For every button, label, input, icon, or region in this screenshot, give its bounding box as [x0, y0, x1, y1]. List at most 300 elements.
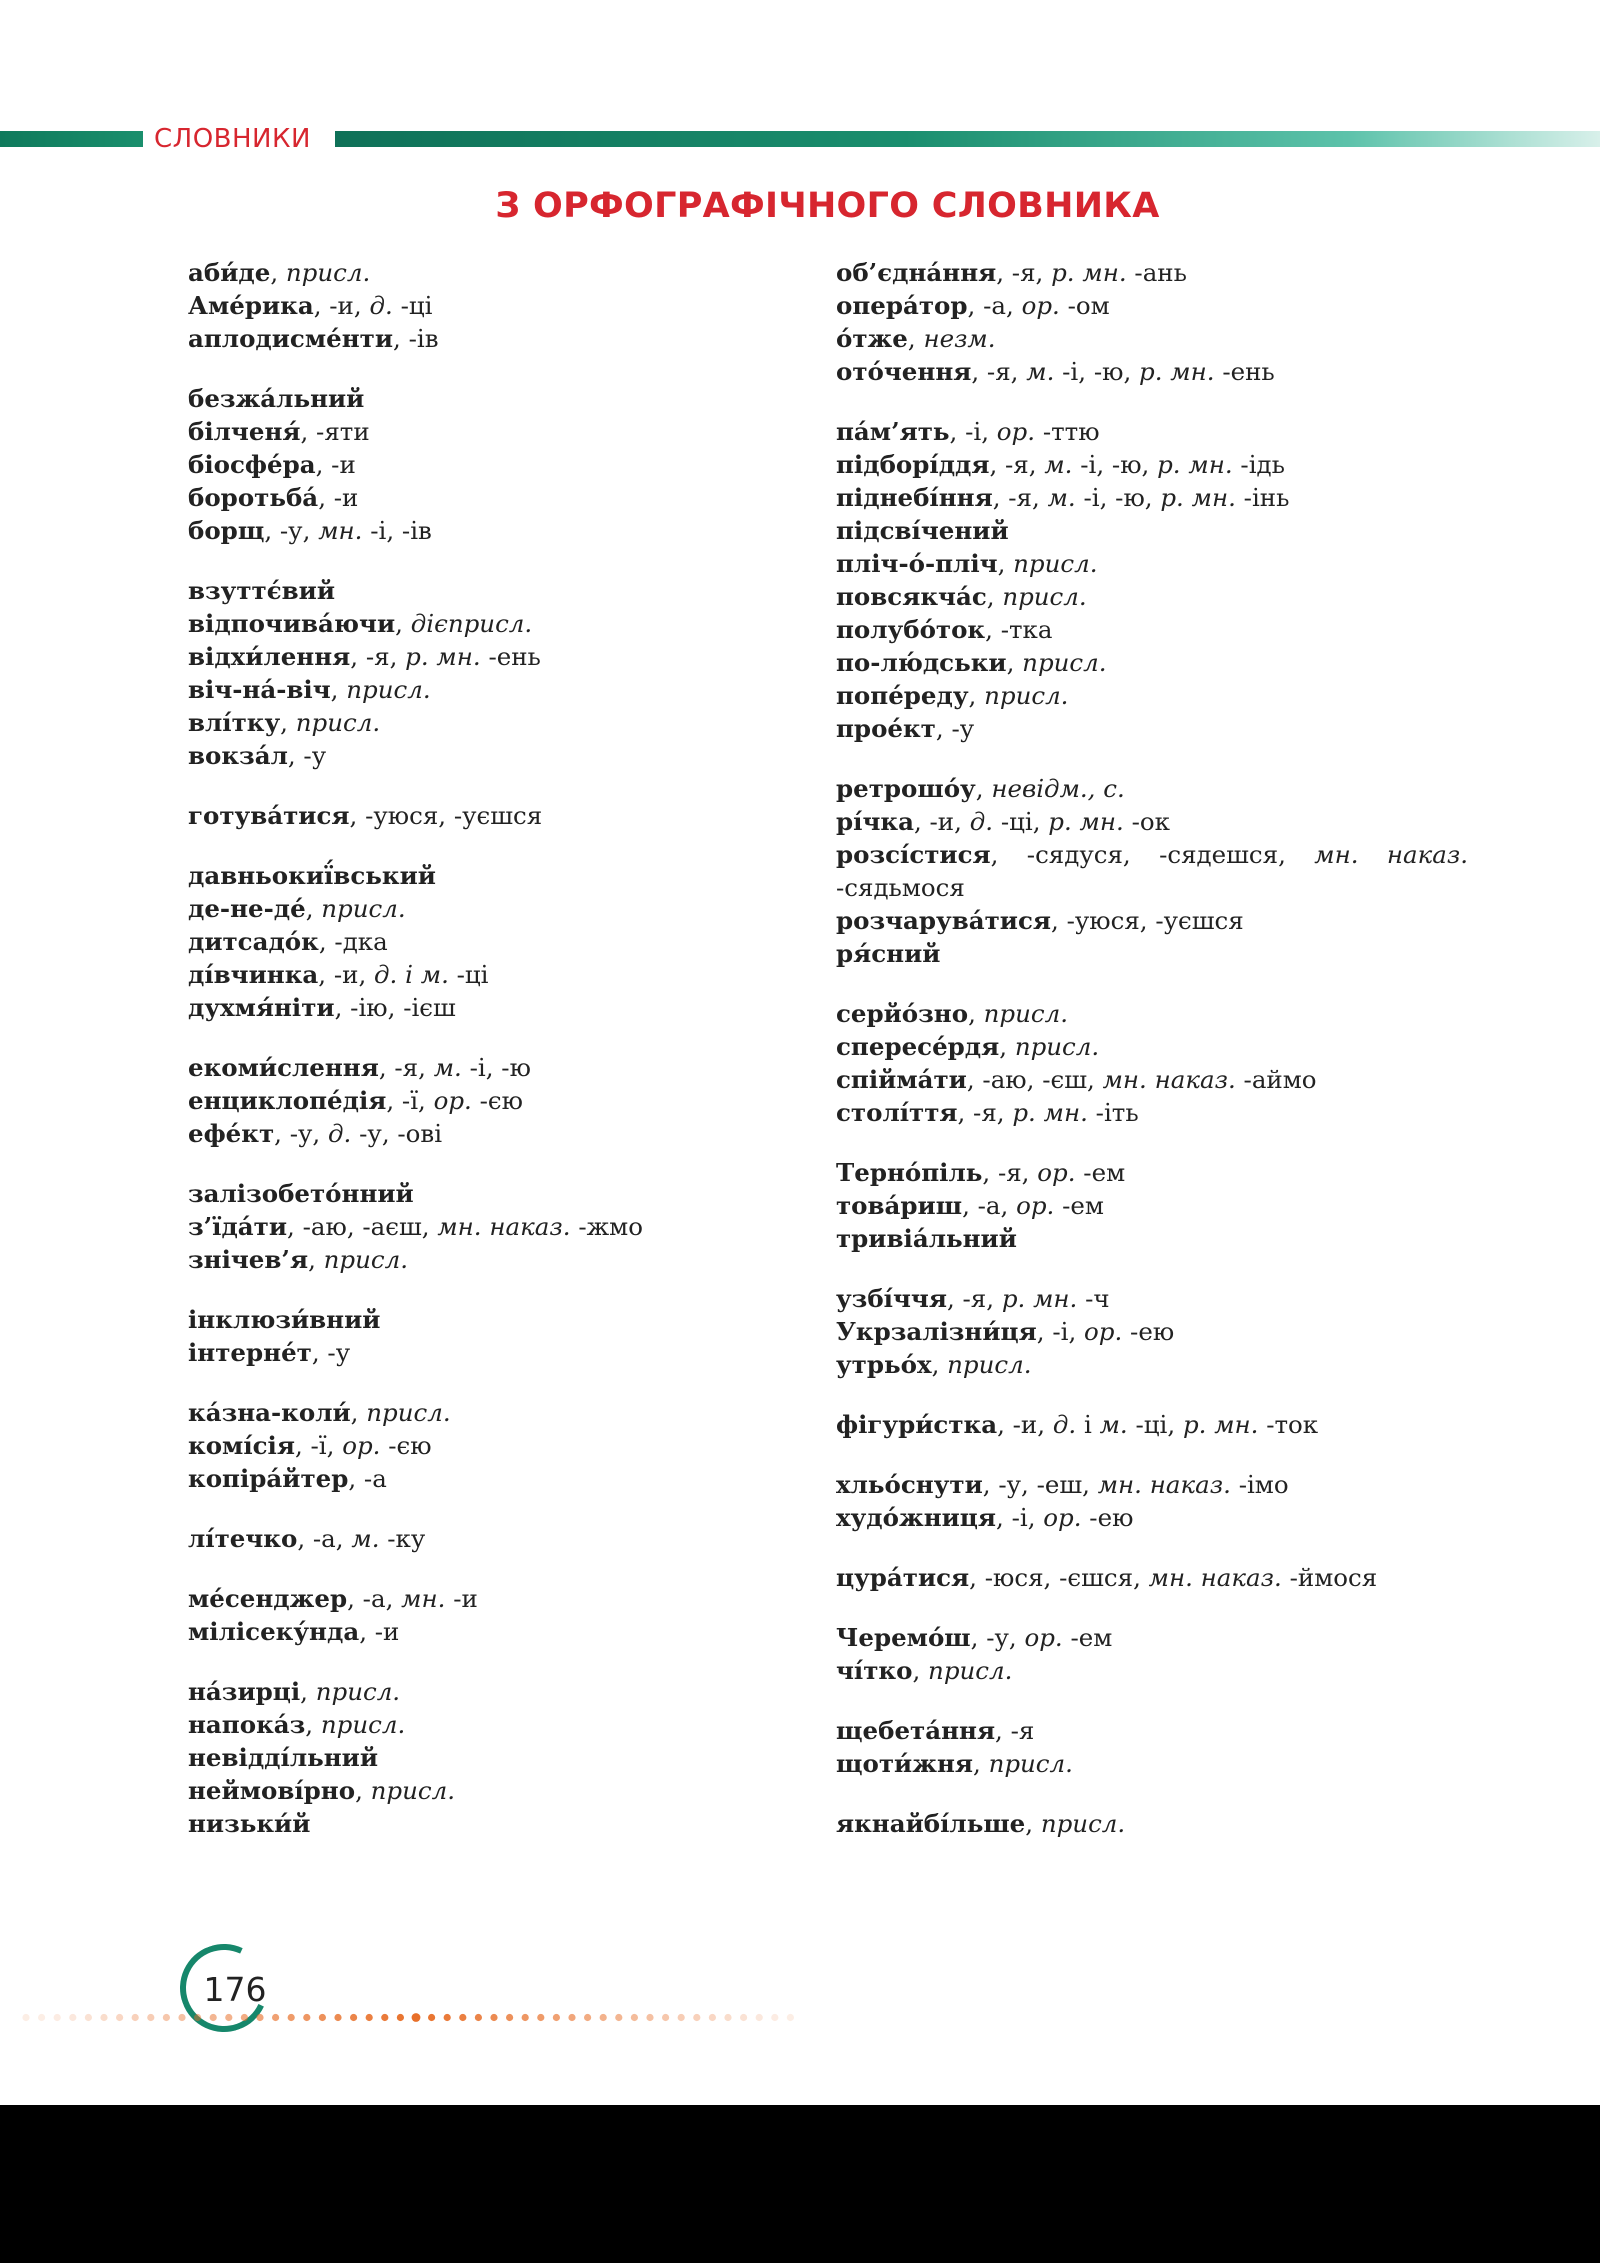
grammar-note: незм.: [923, 324, 996, 353]
inflection-text: ,: [1006, 648, 1023, 677]
decorative-dot: [210, 2014, 217, 2021]
inflection-text: ,: [907, 324, 924, 353]
dictionary-entry: [836, 1222, 1468, 1255]
headword: серйо́зно: [836, 999, 969, 1028]
headword: ді́вчинка: [188, 960, 319, 989]
grammar-note: невідм., с.: [991, 774, 1125, 803]
headword: чі́тко: [836, 1656, 913, 1685]
dictionary-entry: [836, 355, 1468, 388]
headword: това́риш: [836, 1191, 963, 1220]
entry-group: [188, 382, 828, 547]
dictionary-entry: [188, 739, 828, 772]
inflection-text: , -и,: [318, 960, 375, 989]
grammar-note: присл.: [315, 1677, 401, 1706]
entry-group: [188, 1582, 828, 1648]
headword: борщ: [188, 516, 265, 545]
dictionary-entry: [836, 646, 1468, 679]
grammar-note: м.: [1044, 450, 1073, 479]
inflection-text: , -я,: [989, 450, 1045, 479]
dictionary-entry: [188, 1051, 828, 1084]
decorative-dot: [194, 2014, 201, 2021]
headword: біосфе́ра: [188, 450, 316, 479]
headword: опера́тор: [836, 291, 968, 320]
inflection-text: , -у,: [274, 1119, 329, 1148]
dictionary-entry: [836, 1561, 1468, 1594]
decorative-dot: [54, 2014, 61, 2021]
inflection-text: і: [1076, 1410, 1100, 1439]
decorative-dot: [350, 2014, 357, 2021]
inflection-text: -ень: [480, 642, 541, 671]
grammar-note: присл.: [1040, 1809, 1126, 1838]
headword: підсві́чений: [836, 516, 1009, 545]
inflection-text: -іть: [1087, 1098, 1139, 1127]
dictionary-entry: [836, 997, 1468, 1030]
decorative-dot: [615, 2014, 622, 2021]
dictionary-entry: [188, 1117, 828, 1150]
inflection-text: ,: [300, 1677, 316, 1706]
inflection-text: -єю: [380, 1431, 432, 1460]
decorative-dot: [459, 2014, 466, 2021]
dictionary-entry: [836, 838, 1468, 904]
inflection-text: , -ію, -ієш: [334, 993, 456, 1022]
entry-group: [836, 772, 1468, 970]
grammar-note: д. і м.: [374, 960, 449, 989]
grammar-note: мн.: [318, 516, 363, 545]
dictionary-entry: [188, 607, 828, 640]
dictionary-entry: [836, 1096, 1468, 1129]
headword: по-лю́дськи: [836, 648, 1007, 677]
entry-group: [836, 1621, 1468, 1687]
headword: віч-на́-віч: [188, 675, 331, 704]
inflection-text: , -я,: [996, 258, 1052, 287]
dictionary-entry: [188, 574, 828, 607]
inflection-text: , -и: [318, 483, 359, 512]
decorative-dot: [69, 2014, 76, 2021]
headword: столі́ття: [836, 1098, 958, 1127]
headword: на́зирці: [188, 1677, 301, 1706]
headword: аби́де: [188, 258, 271, 287]
inflection-text: ,: [972, 1749, 989, 1778]
grammar-note: мн. наказ.: [1314, 840, 1468, 869]
headword: ретрошо́у: [836, 774, 976, 803]
dictionary-entry: [188, 1084, 828, 1117]
headword: напока́з: [188, 1710, 306, 1739]
headword: цура́тися: [836, 1563, 970, 1592]
grammar-note: присл.: [321, 894, 406, 923]
inflection-text: ,: [1025, 1809, 1041, 1838]
dotted-rule: [20, 2013, 800, 2022]
dictionary-entry: [836, 904, 1468, 937]
inflection-text: -і, -ю,: [1072, 450, 1158, 479]
dictionary-entry: [836, 1807, 1468, 1840]
grammar-note: р. мн.: [405, 642, 481, 671]
entry-group: [188, 574, 828, 772]
inflection-text: -сядьмося: [836, 873, 965, 902]
inflection-text: -імо: [1230, 1470, 1289, 1499]
inflection-text: ,: [986, 582, 1003, 611]
headword: Аме́рика: [188, 291, 314, 320]
dictionary-entry: [188, 1708, 828, 1741]
dictionary-entry: [188, 1177, 828, 1210]
decorative-dot: [693, 2014, 700, 2021]
decorative-dot: [288, 2014, 295, 2021]
entry-group: [188, 1675, 828, 1840]
dictionary-entry: [836, 805, 1468, 838]
headword: полубо́ток: [836, 615, 986, 644]
dictionary-entry: [836, 679, 1468, 712]
headword: па́м’ять: [836, 417, 950, 446]
decorative-dot: [319, 2014, 326, 2021]
inflection-text: ,: [997, 549, 1014, 578]
grammar-note: присл.: [1022, 648, 1107, 677]
headword: повсякча́с: [836, 582, 987, 611]
headword: попе́реду: [836, 681, 969, 710]
grammar-note: м.: [1099, 1410, 1128, 1439]
inflection-text: -ці,: [1127, 1410, 1183, 1439]
inflection-text: , -уюся, -уєшся: [349, 801, 543, 830]
inflection-text: -ем: [1062, 1623, 1113, 1652]
headword: готува́тися: [188, 801, 350, 830]
decorative-dot: [303, 2014, 310, 2021]
inflection-text: , -а,: [347, 1584, 402, 1613]
inflection-text: , -и,: [997, 1410, 1053, 1439]
decorative-dot: [241, 2014, 248, 2021]
headword: рі́чка: [836, 807, 914, 836]
dictionary-entry: [836, 1282, 1468, 1315]
section-label: СЛОВНИКИ: [154, 124, 311, 154]
headword: узбі́ччя: [836, 1284, 947, 1313]
inflection-text: -у, -ові: [351, 1119, 443, 1148]
decorative-dot: [631, 2014, 638, 2021]
decorative-dot: [662, 2014, 669, 2021]
headword: знічев’я: [188, 1245, 309, 1274]
headword: ото́чення: [836, 357, 972, 386]
grammar-note: мн. наказ.: [437, 1212, 571, 1241]
inflection-text: , -сядуся, -сядешся,: [990, 840, 1315, 869]
dictionary-entry: [836, 1621, 1468, 1654]
grammar-note: присл.: [370, 1776, 455, 1805]
decorative-dot: [132, 2014, 139, 2021]
dictionary-column-left: [188, 256, 828, 1867]
decorative-dot: [256, 2014, 263, 2021]
inflection-text: , -я,: [957, 1098, 1013, 1127]
decorative-dot: [22, 2014, 29, 2021]
entry-group: [836, 1408, 1468, 1441]
inflection-text: -ці: [392, 291, 433, 320]
grammar-note: ор.: [1084, 1317, 1123, 1346]
dictionary-entry: [836, 580, 1468, 613]
inflection-text: , -и,: [313, 291, 370, 320]
inflection-text: ,: [350, 1398, 367, 1427]
entry-group: [836, 256, 1468, 388]
inflection-text: , -и: [359, 1617, 400, 1646]
dictionary-entry: [188, 1303, 828, 1336]
grammar-note: р. мн.: [1160, 483, 1236, 512]
grammar-note: присл.: [1014, 1032, 1100, 1061]
inflection-text: -ок: [1123, 807, 1170, 836]
decorative-dot: [381, 2014, 388, 2021]
headword: влі́тку: [188, 708, 281, 737]
dictionary-entry: [836, 1030, 1468, 1063]
dictionary-entry: [836, 481, 1468, 514]
dictionary-entry: [188, 256, 828, 289]
inflection-text: -ку: [379, 1524, 426, 1553]
dictionary-entry: [836, 1654, 1468, 1687]
inflection-text: ,: [305, 1710, 321, 1739]
inflection-text: , -я,: [378, 1053, 434, 1082]
inflection-text: -ем: [1054, 1191, 1104, 1220]
entry-group: [188, 799, 828, 832]
inflection-text: , -і,: [996, 1503, 1044, 1532]
grammar-note: ор.: [433, 1086, 472, 1115]
dictionary-entry: [188, 514, 828, 547]
headword: інтерне́т: [188, 1338, 312, 1367]
dictionary-entry: [836, 1156, 1468, 1189]
headword: боротьба́: [188, 483, 319, 512]
inflection-text: ,: [395, 609, 411, 638]
grammar-note: м.: [1026, 357, 1055, 386]
entry-group: [836, 997, 1468, 1129]
inflection-text: , -у,: [970, 1623, 1025, 1652]
decorative-dot: [428, 2014, 435, 2021]
grammar-note: мн.: [401, 1584, 446, 1613]
decorative-dot: [38, 2014, 45, 2021]
inflection-text: , -у: [935, 714, 975, 743]
page-number: 176: [203, 1970, 267, 2009]
inflection-text: -ттю: [1035, 417, 1100, 446]
inflection-text: ,: [355, 1776, 371, 1805]
dictionary-entry: [188, 1615, 828, 1648]
decorative-dot: [334, 2014, 341, 2021]
decorative-dot: [678, 2014, 685, 2021]
inflection-text: -ень: [1214, 357, 1275, 386]
headword: аплодисме́нти: [188, 324, 393, 353]
inflection-text: , -у,: [264, 516, 319, 545]
grammar-note: присл.: [928, 1656, 1013, 1685]
inflection-text: , -я,: [350, 642, 406, 671]
headword: розсі́стися: [836, 840, 991, 869]
grammar-note: р. мн.: [1001, 1284, 1078, 1313]
grammar-note: р. мн.: [1157, 450, 1233, 479]
headword: розчарува́тися: [836, 906, 1051, 935]
inflection-text: -і, -ю,: [1054, 357, 1140, 386]
headword: щебета́ння: [836, 1716, 996, 1745]
headword: прое́кт: [836, 714, 936, 743]
grammar-note: м.: [433, 1053, 462, 1082]
dictionary-entry: [188, 1243, 828, 1276]
entry-group: [188, 256, 828, 355]
headword: духмя́ніти: [188, 993, 335, 1022]
dictionary-entry: [836, 547, 1468, 580]
headword: лі́течко: [188, 1524, 298, 1553]
grammar-note: ор.: [1016, 1191, 1055, 1220]
headword: безжа́льний: [188, 384, 365, 413]
decorative-dot: [116, 2014, 123, 2021]
dictionary-entry: [188, 1429, 828, 1462]
dictionary-entry: [188, 799, 828, 832]
decorative-dot: [225, 2014, 232, 2021]
dictionary-entry: [836, 1348, 1468, 1381]
headword: екоми́слення: [188, 1053, 379, 1082]
inflection-text: , -у, -еш,: [982, 1470, 1098, 1499]
grammar-note: присл.: [285, 258, 371, 287]
headword: піднебі́ння: [836, 483, 993, 512]
dictionary-entry: [188, 1675, 828, 1708]
grammar-note: мн. наказ.: [1148, 1563, 1282, 1592]
dictionary-entry: [836, 1315, 1468, 1348]
inflection-text: , -я,: [971, 357, 1027, 386]
grammar-note: присл.: [988, 1749, 1073, 1778]
headword: копіра́йтер: [188, 1464, 349, 1493]
entry-group: [188, 859, 828, 1024]
grammar-note: присл.: [346, 675, 431, 704]
inflection-text: ,: [308, 1245, 324, 1274]
dictionary-entry: [188, 991, 828, 1024]
headword: залізобето́нний: [188, 1179, 414, 1208]
inflection-text: ,: [999, 1032, 1015, 1061]
page-title: З ОРФОГРАФІЧНОГО СЛОВНИКА: [495, 186, 1160, 226]
grammar-note: присл.: [366, 1398, 451, 1427]
dictionary-entry: [188, 1807, 828, 1840]
grammar-note: д.: [328, 1119, 352, 1148]
inflection-text: ,: [280, 708, 296, 737]
inflection-text: -ці,: [993, 807, 1049, 836]
decorative-dot: [85, 2014, 92, 2021]
headword: інклюзи́вний: [188, 1305, 381, 1334]
dictionary-entry: [188, 322, 828, 355]
headword: ме́сенджер: [188, 1584, 348, 1613]
entry-group: [836, 1714, 1468, 1780]
entry-group: [836, 1561, 1468, 1594]
decorative-dot: [600, 2014, 607, 2021]
grammar-note: м.: [1047, 483, 1076, 512]
grammar-note: присл.: [320, 1710, 406, 1739]
dictionary-column-right: [836, 256, 1468, 1867]
decorative-dot: [366, 2014, 373, 2021]
decorative-dot: [522, 2014, 529, 2021]
headword: Черемо́ш: [836, 1623, 971, 1652]
headword: енциклопе́дія: [188, 1086, 387, 1115]
decorative-dot: [100, 2014, 107, 2021]
inflection-text: ,: [270, 258, 286, 287]
inflection-text: , -ї,: [386, 1086, 434, 1115]
inflection-text: , -тка: [985, 615, 1053, 644]
grammar-note: присл.: [295, 708, 381, 737]
decorative-dot: [584, 2014, 591, 2021]
decorative-dot: [553, 2014, 560, 2021]
inflection-text: -ток: [1258, 1410, 1319, 1439]
dictionary-entry: [836, 1468, 1468, 1501]
dictionary-entry: [188, 925, 828, 958]
grammar-note: дієприсл.: [410, 609, 533, 638]
dictionary-entry: [836, 289, 1468, 322]
grammar-note: присл.: [947, 1350, 1032, 1379]
grammar-note: присл.: [1013, 549, 1098, 578]
entry-group: [836, 1468, 1468, 1534]
dictionary-entry: [188, 1396, 828, 1429]
decorative-dot: [709, 2014, 716, 2021]
headword: якнайбі́льше: [836, 1809, 1026, 1838]
inflection-text: -ем: [1075, 1158, 1126, 1187]
entry-group: [188, 1051, 828, 1150]
dictionary-entry: [836, 1189, 1468, 1222]
grammar-note: присл.: [323, 1245, 408, 1274]
headword: о́тже: [836, 324, 908, 353]
headword: об’єдна́ння: [836, 258, 997, 287]
headword: Укрзалізни́ця: [836, 1317, 1037, 1346]
grammar-note: присл.: [983, 999, 1068, 1028]
headword: комі́сія: [188, 1431, 295, 1460]
dictionary-entry: [188, 289, 828, 322]
entry-group: [836, 1807, 1468, 1840]
headword: ка́зна-коли́: [188, 1398, 351, 1427]
headword: де-не-де́: [188, 894, 306, 923]
inflection-text: ,: [975, 774, 992, 803]
dictionary-entry: [188, 673, 828, 706]
headword: з’їда́ти: [188, 1212, 288, 1241]
inflection-text: -і, -ю,: [1075, 483, 1161, 512]
decorative-dot: [724, 2014, 731, 2021]
decorative-dot: [771, 2014, 778, 2021]
inflection-text: -ці: [448, 960, 489, 989]
headword: спересе́рдя: [836, 1032, 1000, 1061]
grammar-note: р. мн.: [1139, 357, 1215, 386]
headword: тривіа́льний: [836, 1224, 1017, 1253]
dictionary-entry: [188, 448, 828, 481]
inflection-text: , -и,: [913, 807, 970, 836]
dictionary-entry: [836, 322, 1468, 355]
inflection-text: , -яти: [300, 417, 370, 446]
grammar-note: присл.: [984, 681, 1069, 710]
inflection-text: -жмо: [570, 1212, 643, 1241]
headword: взуттє́вий: [188, 576, 335, 605]
headword: спійма́ти: [836, 1065, 967, 1094]
grammar-note: ор.: [1024, 1623, 1063, 1652]
decorative-dot: [787, 2014, 794, 2021]
inflection-text: -ч: [1077, 1284, 1110, 1313]
headword: низьки́й: [188, 1809, 311, 1838]
headword: неймові́рно: [188, 1776, 356, 1805]
headword: щоти́жня: [836, 1749, 973, 1778]
inflection-text: , -аю, -аєш,: [287, 1212, 438, 1241]
dictionary-entry: [836, 448, 1468, 481]
decorative-dot: [537, 2014, 544, 2021]
inflection-text: , -я,: [982, 1158, 1038, 1187]
headword: мілісеку́нда: [188, 1617, 360, 1646]
dictionary-entry: [836, 712, 1468, 745]
inflection-text: -ею: [1122, 1317, 1175, 1346]
inflection-text: , -я,: [946, 1284, 1002, 1313]
inflection-text: ,: [931, 1350, 948, 1379]
dictionary-entry: [836, 613, 1468, 646]
dictionary-entry: [836, 1408, 1468, 1441]
dictionary-entry: [188, 1462, 828, 1495]
inflection-text: , -у: [287, 741, 327, 770]
decorative-dot: [163, 2014, 170, 2021]
dictionary-entry: [188, 1582, 828, 1615]
headword: хльо́снути: [836, 1470, 983, 1499]
headword: фігури́стка: [836, 1410, 998, 1439]
inflection-text: ,: [330, 675, 347, 704]
dictionary-entry: [836, 514, 1468, 547]
entry-group: [836, 1282, 1468, 1381]
inflection-text: -аймо: [1235, 1065, 1317, 1094]
dictionary-entry: [188, 640, 828, 673]
inflection-text: , -у: [311, 1338, 351, 1367]
headword: білченя́: [188, 417, 301, 446]
headword: невідді́льний: [188, 1743, 378, 1772]
dictionary-entry: [188, 481, 828, 514]
